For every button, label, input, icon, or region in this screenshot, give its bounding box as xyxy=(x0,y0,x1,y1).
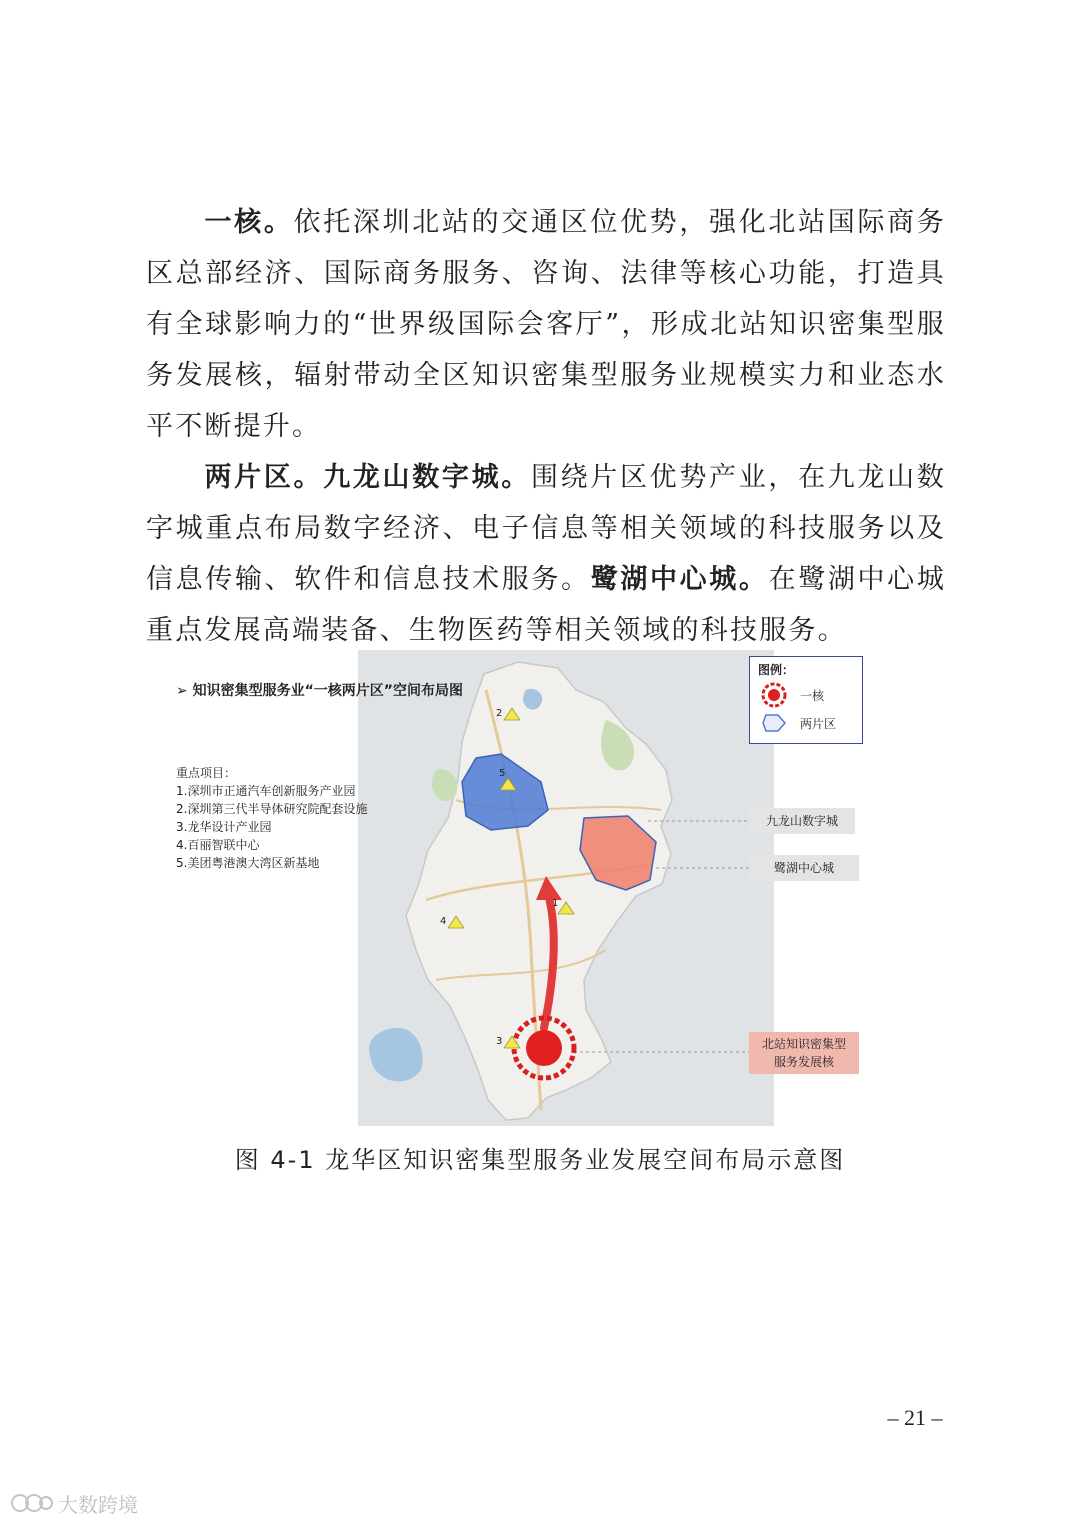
legend-core-label: 一核 xyxy=(800,689,825,703)
project-item: 2.深圳第三代半导体研究院配套设施 xyxy=(176,802,368,816)
reservoir xyxy=(369,1028,422,1082)
marker-label-5: 5 xyxy=(499,768,506,779)
green-area xyxy=(432,769,457,801)
watermark-text: 大数跨境 xyxy=(58,1492,138,1517)
callout-beizhan-line-1: 北站知识密集型 xyxy=(761,1037,846,1051)
marker-label-4: 4 xyxy=(440,916,447,927)
callout-jiulongshan: 九龙山数字城 xyxy=(749,808,855,834)
paragraph-two-zones-text-2: 在鹭湖中心城重点发展高端装备、生物医药等相关领域的科技服务。 xyxy=(146,564,947,646)
marker-label-1: 1 xyxy=(552,898,559,909)
project-item: 4.百丽智联中心 xyxy=(176,838,260,852)
project-list xyxy=(176,764,367,872)
core-legend-icon xyxy=(760,681,788,709)
lead-two-zones: 两片区。九龙山数字城。 xyxy=(204,462,531,493)
callout-guanhu: 鹭湖中心城 xyxy=(749,855,859,881)
map-legend xyxy=(749,656,863,744)
project-item: 1.深圳市正通汽车创新服务产业园 xyxy=(176,784,356,798)
legend-title: 图例： xyxy=(758,663,795,677)
marker-label-2: 2 xyxy=(496,708,503,719)
paragraph-two-zones xyxy=(146,452,946,656)
paragraph-one-core-text: 依托深圳北站的交通区位优势，强化北站国际商务区总部经济、国际商务服务、咨询、法律等核心功能，打造具有全球影响力的“世界级国际会客厅”，形成北站知识密集型服务发展核，辐射带动全区知识密集型服务业规模实力和业态水平不断提升。 xyxy=(146,207,946,442)
lead-one-core: 一核。 xyxy=(204,207,294,238)
paragraph-one-core xyxy=(146,197,946,452)
project-list-title: 重点项目： xyxy=(176,766,237,780)
page-number: – 21 – xyxy=(887,1405,943,1430)
figure-heading: ➢ 知识密集型服务业“一核两片区”空间布局图 xyxy=(176,683,464,699)
zone-legend-icon xyxy=(760,711,788,735)
paragraph-two-zones-text-1: 围绕片区优势产业，在九龙山数字城重点布局数字经济、电子信息等相关领域的科技服务以及信息传输、软件和信息技术服务。 xyxy=(146,462,946,595)
core-dot xyxy=(526,1030,562,1066)
callout-beizhan-line-2: 服务发展核 xyxy=(773,1055,834,1069)
legend-zones-label: 两片区 xyxy=(800,717,837,731)
marker-label-3: 3 xyxy=(496,1036,503,1047)
project-item: 5.美团粤港澳大湾区新基地 xyxy=(176,856,320,870)
figure-caption: 图 4-1 龙华区知识密集型服务业发展空间布局示意图 xyxy=(234,1146,846,1174)
watermark-logo-icon xyxy=(10,1490,54,1516)
watermark xyxy=(10,1488,138,1518)
lead-guanhu: 鹭湖中心城。 xyxy=(590,564,769,595)
callout-beizhan-core xyxy=(749,1032,859,1074)
project-item: 3.龙华设计产业园 xyxy=(176,820,272,834)
layout-figure xyxy=(166,650,874,1126)
